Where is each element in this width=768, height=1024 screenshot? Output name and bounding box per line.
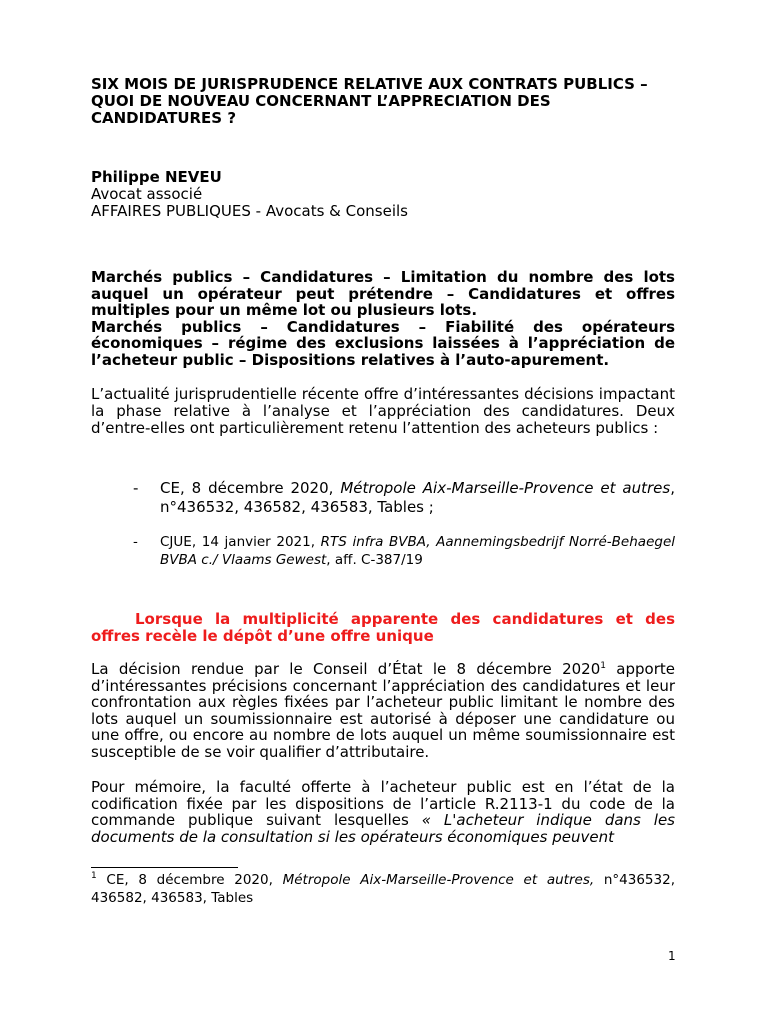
paragraph-text: La décision rendue par le Conseil d’État le 8 décembre 2020 <box>91 660 601 678</box>
author-name: Philippe NEVEU <box>91 168 222 186</box>
footnote-party-names: Métropole Aix-Marseille-Provence et autres, <box>282 872 595 888</box>
body-paragraph-1 <box>91 661 675 761</box>
list-item <box>133 479 675 517</box>
quoted-text: « L'acheteur indique dans les documents de la consultation si les opérateurs économiques peuvent <box>91 811 675 846</box>
author-firm: AFFAIRES PUBLIQUES - Avocats & Conseils <box>91 202 408 220</box>
author-block <box>91 169 675 220</box>
keywords-block <box>91 269 675 368</box>
title-line-1: SIX MOIS DE JURISPRUDENCE RELATIVE AUX CONTRATS PUBLICS – <box>91 75 648 93</box>
document-title <box>91 76 675 127</box>
footnote-number: 1 <box>91 871 97 881</box>
footnote-text: CE, 8 décembre 2020, <box>96 872 283 888</box>
footnote <box>91 871 675 907</box>
page-number: 1 <box>668 949 676 963</box>
keywords-line-2: Marchés publics – Candidatures – Fiabilité des opérateurs économiques – régime des exclusions laissées à l’appréciation de l’acheteur public – Dispositions relatives à l’auto-apurement. <box>91 317 675 369</box>
author-role: Avocat associé <box>91 185 203 203</box>
case-party-names: Métropole Aix-Marseille-Provence et autres <box>340 479 671 497</box>
list-dash: - <box>133 479 139 497</box>
section-heading: Lorsque la multiplicité apparente des candidatures et des offres recèle le dépôt d’une offre unique <box>91 610 675 645</box>
intro-paragraph: L’actualité jurisprudentielle récente offre d’intéressantes décisions impactant la phase relative à l’analyse et l’appréciation des candidatures. Deux d’entre-elles ont particulièrement retenu l’attention des acheteurs publics : <box>91 385 675 437</box>
footnote-reference-text: n°436532, 436582, 436583, Tables <box>91 872 675 906</box>
case-citation: CE, 8 décembre 2020, <box>160 479 341 497</box>
title-line-2: QUOI DE NOUVEAU CONCERNANT L’APPRECIATION DES <box>91 92 551 110</box>
case-list <box>133 479 675 569</box>
body-paragraph-2 <box>91 779 675 845</box>
case-reference: , aff. C-387/19 <box>326 552 423 568</box>
keywords-line-1: Marchés publics – Candidatures – Limitation du nombre des lots auquel un opérateur peut prétendre – Candidatures et offres multiples pour un même lot ou plusieurs lots. <box>91 268 675 319</box>
footnote-separator <box>91 867 238 868</box>
case-citation: CJUE, 14 janvier 2021, <box>160 534 321 550</box>
footnote-reference[interactable]: 1 <box>600 661 606 671</box>
paragraph-text: Pour mémoire, la faculté offerte à l’acheteur public est en l’état de la codification fixée par les dispositions de l’article R.2113-1 du code de la commande publique suivant lesquelles <box>91 778 675 830</box>
list-item <box>133 533 675 569</box>
case-party-names: RTS infra BVBA, Aannemingsbedrijf Norré-Behaegel BVBA c./ Vlaams Gewest <box>160 534 675 568</box>
paragraph-text: apporte d’intéressantes précisions concernant l’appréciation des candidatures et leur confrontation aux règles fixées par l’acheteur public limitant le nombre des lots auquel un soumissionnaire est autorisé à déposer une candidature ou une offre, ou encore au nombre de lots auquel un même soumissionnaire est susceptible de se voir qualifier d’attributaire. <box>91 660 675 761</box>
list-dash: - <box>133 534 138 550</box>
title-line-3: CANDIDATURES ? <box>91 109 237 127</box>
case-reference: , n°436532, 436582, 436583, Tables ; <box>160 479 676 516</box>
